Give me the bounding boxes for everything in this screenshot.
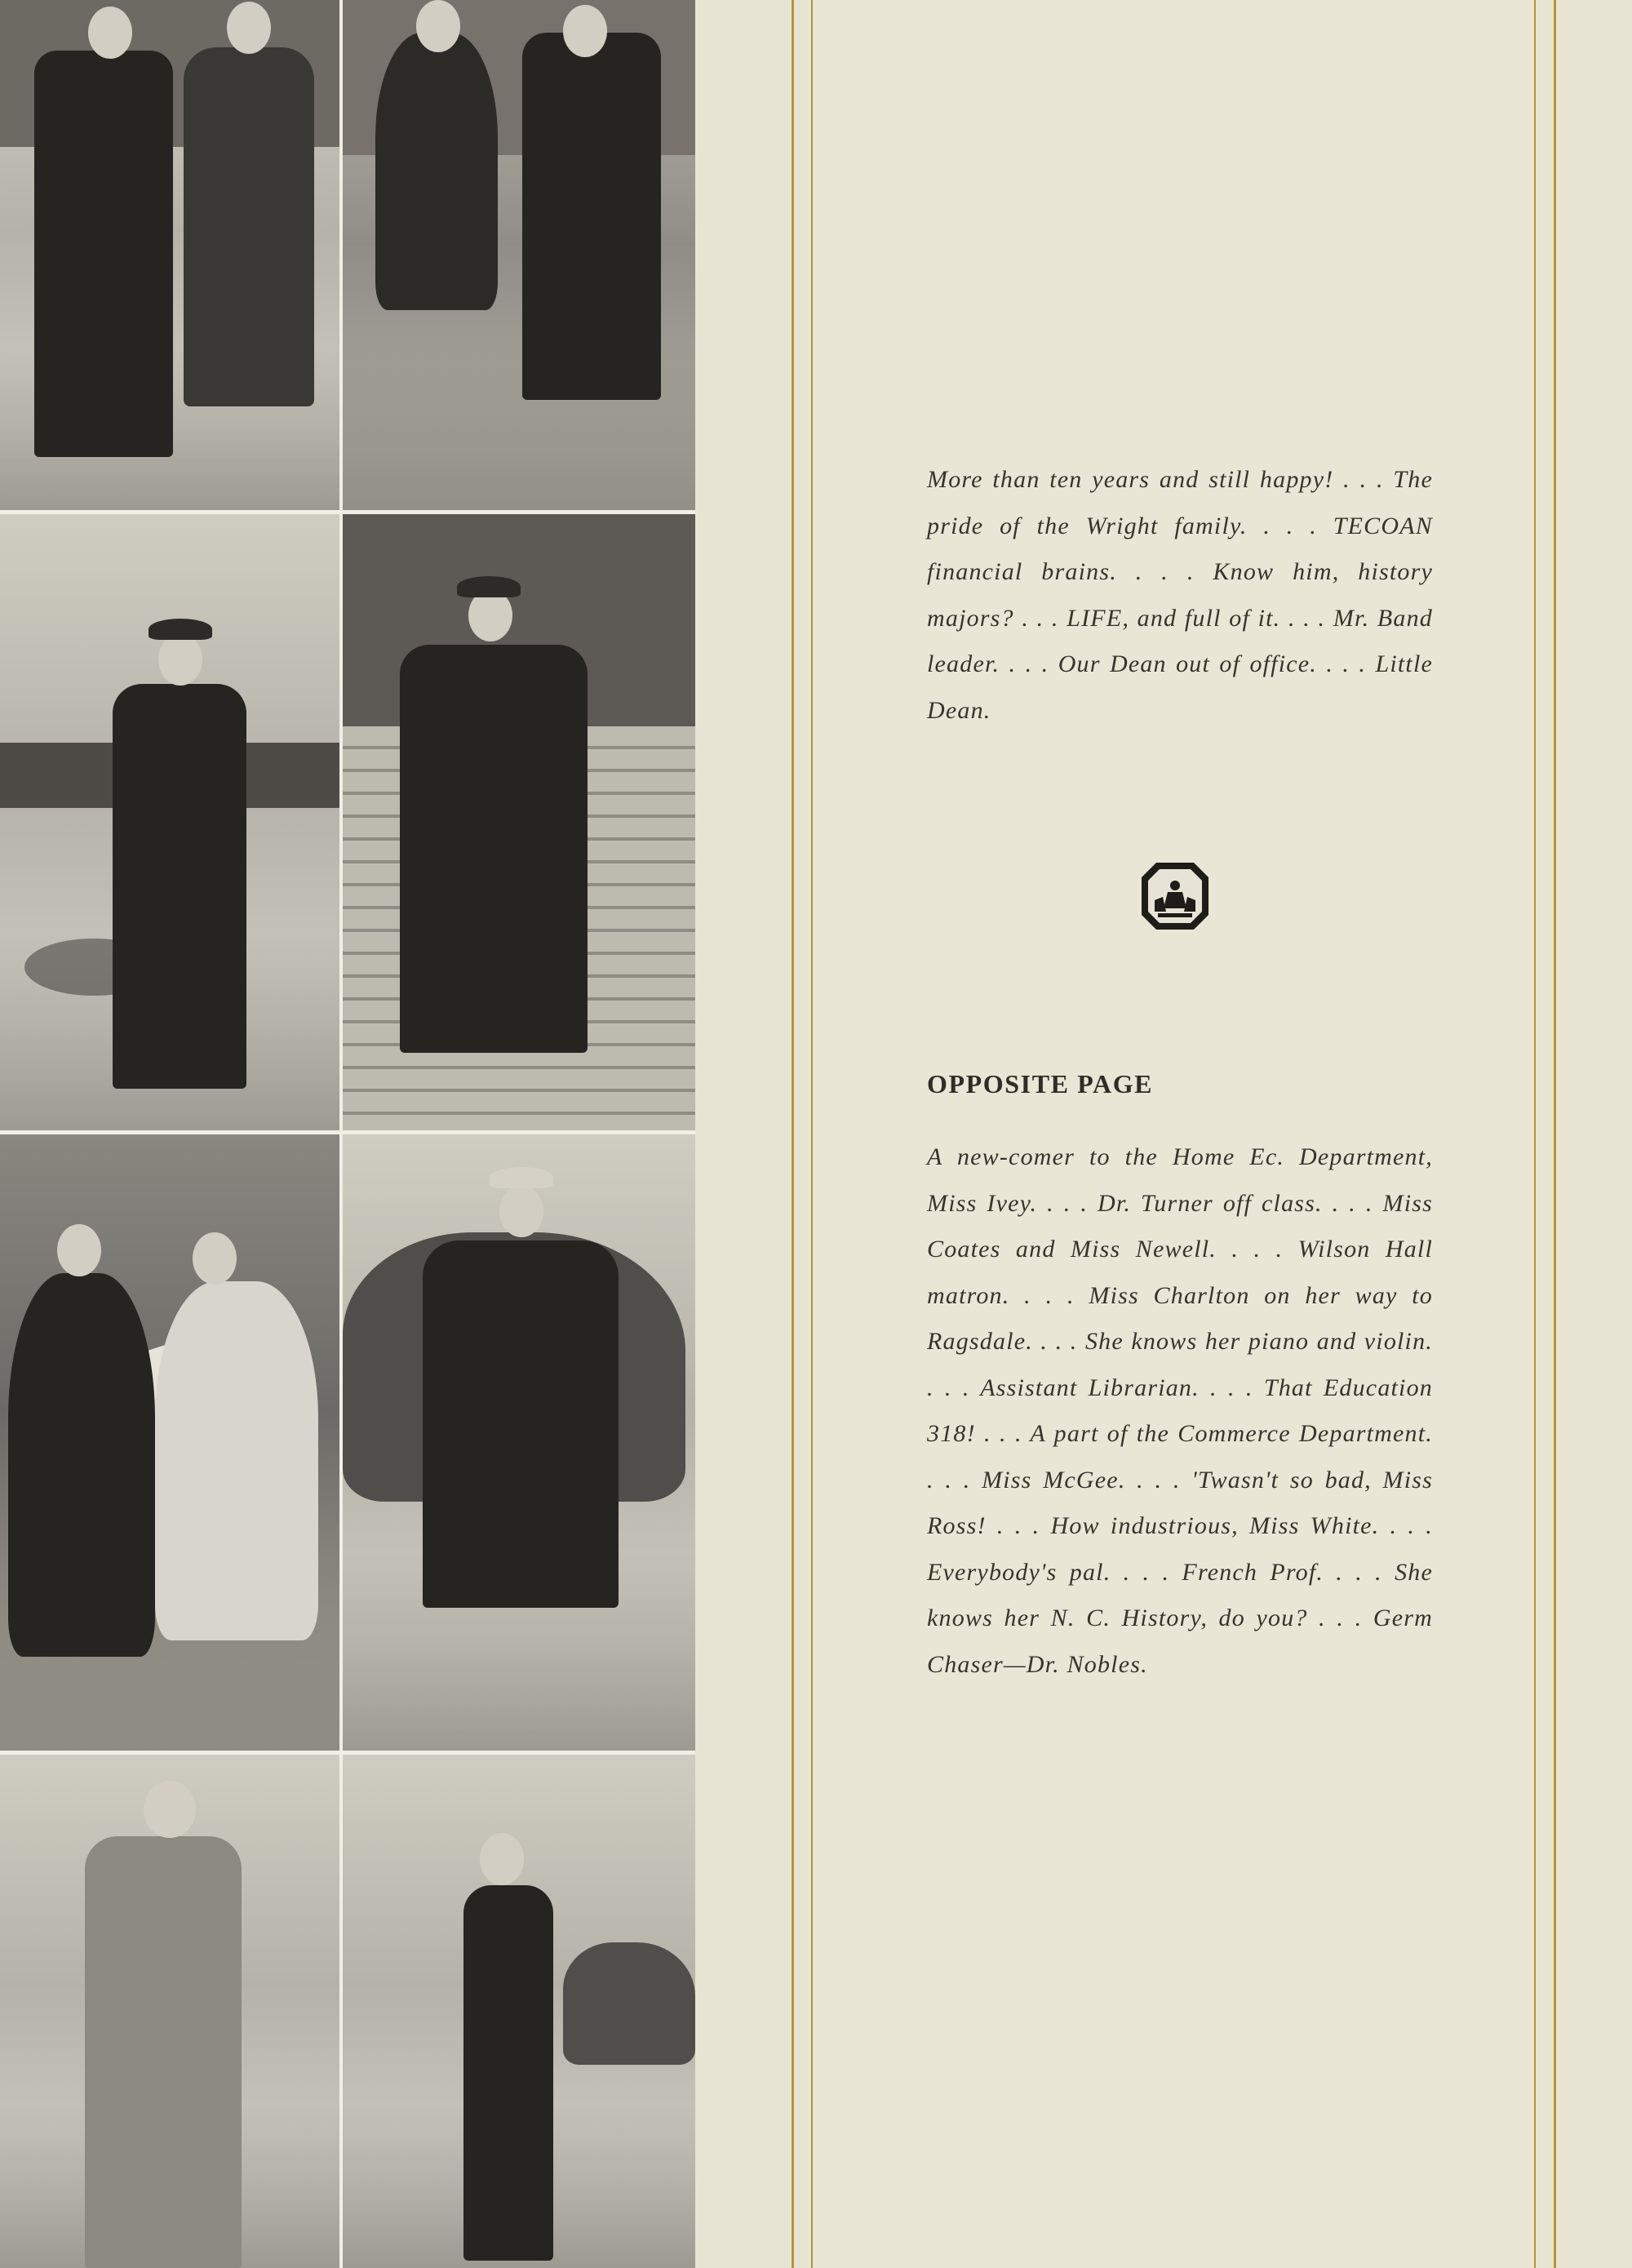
head <box>227 2 271 54</box>
inner-rule-right <box>1534 0 1536 2268</box>
outer-rule-right <box>1554 0 1556 2268</box>
couple-photo <box>0 1134 339 1751</box>
head <box>158 633 202 686</box>
head <box>480 1833 524 1885</box>
couple-photo <box>343 0 695 510</box>
portrait-photo <box>343 1755 695 2268</box>
portrait-photo <box>343 514 695 1130</box>
hat <box>149 619 212 640</box>
head <box>416 0 460 52</box>
head <box>563 5 607 57</box>
top-caption: More than ten years and still happy! . . . The pride of the Wright family. . . . TECOAN financial brains. . . . Know him, history majors? . . . LIFE, and full of it. . . . Mr. Band leader. . . . Our Dean out of office. . . . Little Dean. <box>927 466 1433 724</box>
hat <box>490 1167 553 1188</box>
opposite-page-heading: OPPOSITE PAGE <box>927 1069 1154 1098</box>
photo-column <box>0 0 695 2268</box>
hat <box>457 576 521 597</box>
woman-in-dark-coat <box>8 1273 155 1657</box>
portrait-photo <box>0 1755 339 2268</box>
man-on-steps <box>400 645 588 1053</box>
woman-in-coat <box>184 47 314 406</box>
head <box>499 1185 543 1237</box>
woman-in-fur-coat <box>375 33 498 310</box>
woman-in-light-dress <box>155 1281 318 1640</box>
yearbook-seal-icon <box>1140 861 1210 931</box>
woman-in-dark-coat <box>463 1885 553 2261</box>
outer-rule-left <box>792 0 794 2268</box>
man-in-suit <box>34 51 173 457</box>
portrait-photo <box>0 514 339 1130</box>
man-in-suit <box>522 33 661 400</box>
car <box>563 1942 695 2065</box>
woman-in-light-coat <box>85 1836 242 2268</box>
head <box>193 1232 237 1285</box>
opposite-caption: A new-comer to the Home Ec. Department, Miss Ivey. . . . Dr. Turner off class. . . . Miss Coates and Miss Newell. . . . Wilson Hall matron. . . . Miss Charlton on her way to Ragsdale. . . . She knows her piano and violin. . . . Assistant Librarian. . . . That Education 318! . . . A part of the Commerce Department. . . . Miss McGee. . . . 'Twasn't so bad, Miss Ross! . . . How industrious, Miss White. . . . Everybody's pal. . . . French Prof. . . . She knows her N. C. History, do you? . . . Germ Chaser—Dr. Nobles. <box>927 1143 1433 1678</box>
man-in-overcoat <box>113 684 246 1089</box>
head <box>57 1224 101 1276</box>
head <box>144 1781 196 1838</box>
couple-photo <box>0 0 339 510</box>
man-in-overcoat <box>423 1241 619 1608</box>
portrait-photo <box>343 1134 695 1751</box>
head <box>88 7 132 59</box>
